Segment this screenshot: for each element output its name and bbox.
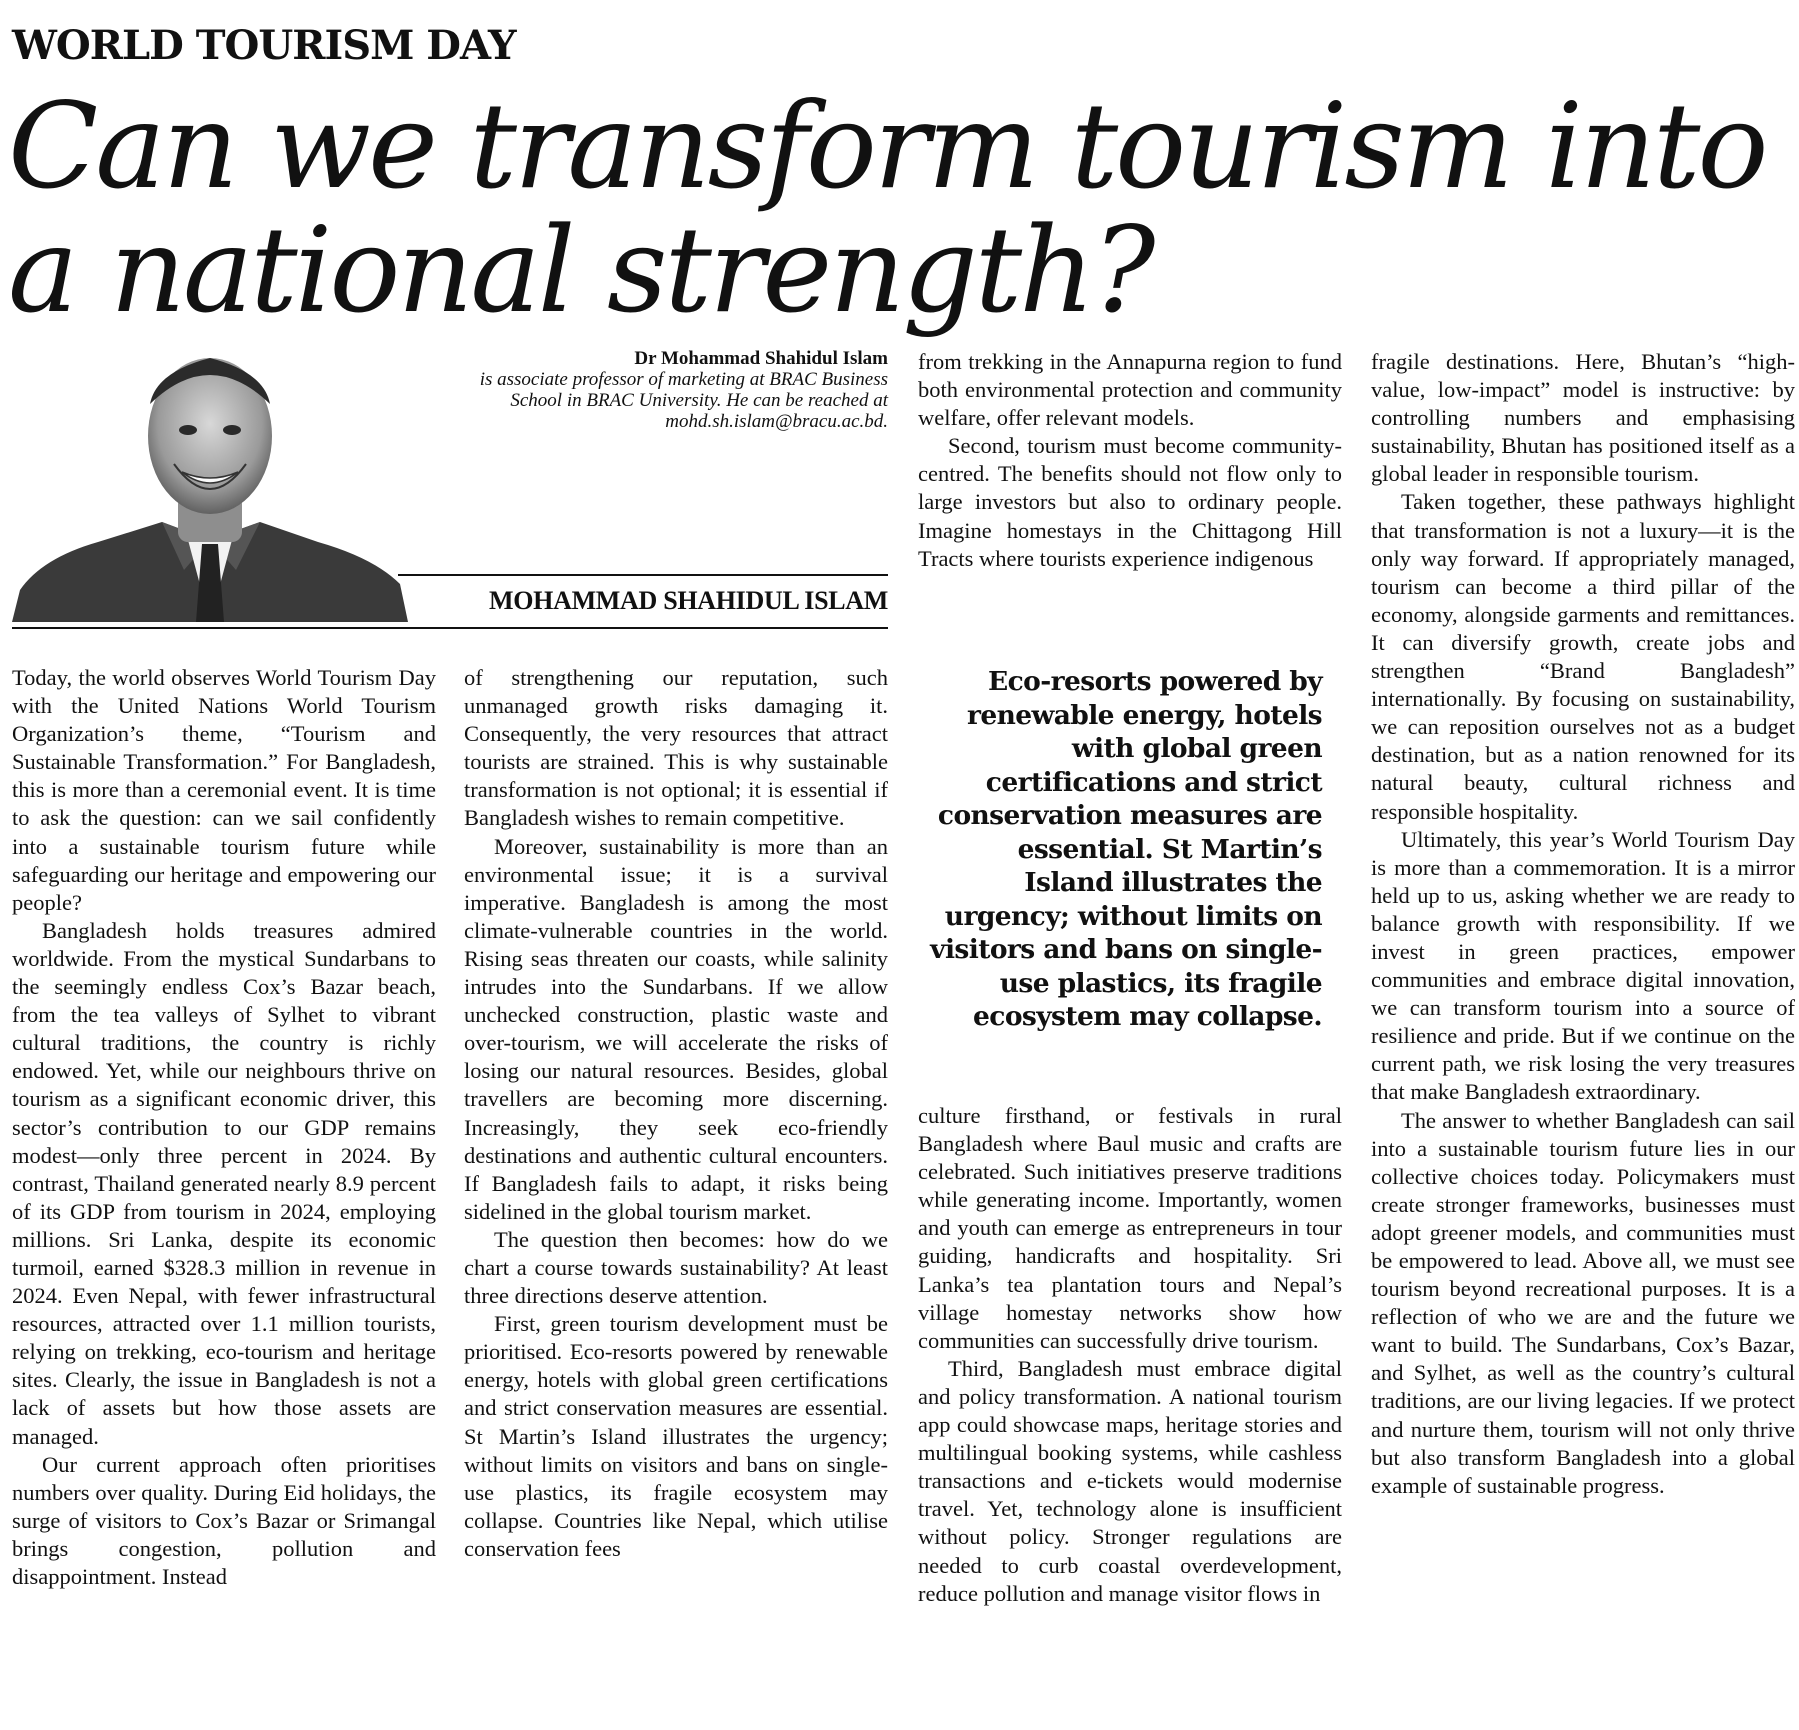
paragraph: Bangladesh holds treasures admired worldwide. From the mystical Sundarbans to the seemingly endless Cox’s Bazar beach, from the tea valleys of Sylhet to vibrant cultural traditions, the country is richly endowed. Yet, while our neighbours thrive on tourism as a significant economic driver, this sector’s contribution to our GDP remains modest—only three percent in 2024. By contrast, Thailand generated nearly 8.9 percent of its GDP from tourism in 2024, employing millions. Sri Lanka, despite its economic turmoil, earned $328.3 million in revenue in 2024. Even Nepal, with fewer infrastructural resources, attracted over 1.1 million tourists, relying on trekking, eco-tourism and heritage sites. Clearly, the issue in Bangladesh is not a lack of assets but how those assets are managed. <box>12 917 436 1449</box>
paragraph: fragile destinations. Here, Bhutan’s “high-value, low-impact” model is instructive: by controlling numbers and emphasising sustainability, Bhutan has positioned itself as a global leader in responsible tourism. <box>1371 349 1795 487</box>
headline-line-2: a national strength? <box>8 201 1153 339</box>
section-kicker: WORLD TOURISM DAY <box>12 22 516 69</box>
author-photo <box>12 344 432 622</box>
separator-rule <box>12 627 888 629</box>
article-column-3-bottom <box>918 1102 1342 1608</box>
article-column-3-top <box>918 348 1342 573</box>
paragraph: Ultimately, this year’s World Tourism Day is more than a commemoration. It is a mirror held up to us, asking whether we are ready to balance growth with responsibility. If we invest in green practices, empower communities and embrace digital innovation, we can transform tourism into a source of resilience and pride. But if we continue on the current path, we risk losing the very treasures that make Bangladesh extraordinary. <box>1371 826 1795 1105</box>
author-byline <box>470 348 888 432</box>
paragraph: The answer to whether Bangladesh can sail into a sustainable tourism future lies in our collective choices today. Policymakers must create stronger frameworks, businesses must adopt greener models, and communities must be empowered to lead. Above all, we must see tourism beyond recreational purposes. It is a reflection of who we are and the future we want to build. The Sundarbans, Cox’s Bazar, and Sylhet, as well as the country’s cultural traditions, are our living legacies. If we protect and nurture them, tourism will not only thrive but also transform Bangladesh into a global example of sustainable progress. <box>1371 1107 1795 1498</box>
article-column-2 <box>464 664 888 1563</box>
paragraph: Moreover, sustainability is more than an environmental issue; it is a survival imperative. Bangladesh is among the most climate-vulnerable countries in the world. Rising seas threaten our coasts, while salinity intrudes into the Sundarbans. If we allow unchecked construction, plastic waste and over-tourism, we will accelerate the risks of losing our natural resources. Besides, global travellers are becoming more discerning. Increasingly, they seek eco-friendly destinations and authentic cultural encounters. If Bangladesh fails to adapt, it risks being sidelined in the global tourism market. <box>464 833 888 1224</box>
author-bio: is associate professor of marketing at BRAC Business School in BRAC University. He can be reached at mohd.sh.islam@bracu.ac.bd. <box>479 369 888 432</box>
article-column-4 <box>1371 348 1795 1500</box>
author-name: Dr Mohammad Shahidul Islam <box>634 348 888 369</box>
author-label: MOHAMMAD SHAHIDUL ISLAM <box>489 586 888 615</box>
headline <box>8 77 1788 339</box>
headline-line-1: Can we transform tourism into <box>8 77 1766 215</box>
paragraph: from trekking in the Annapurna region to fund both environmental protection and community welfare, offer relevant models. <box>918 349 1342 431</box>
paragraph: culture firsthand, or festivals in rural Bangladesh where Baul music and crafts are celebrated. Such initiatives preserve traditions while generating income. Importantly, women and youth can emerge as entrepreneurs in tour guiding, handicrafts and hospitality. Sri Lanka’s tea plantation tours and Nepal’s village homestay networks show how communities can successfully drive tourism. <box>918 1103 1342 1353</box>
paragraph: of strengthening our reputation, such unmanaged growth risks damaging it. Consequently, the very resources that attract tourists are strained. This is why sustainable transformation is not optional; it is essential if Bangladesh wishes to remain competitive. <box>464 665 888 831</box>
paragraph: The question then becomes: how do we chart a course towards sustainability? At least three directions deserve attention. <box>464 1226 888 1309</box>
article-column-1 <box>12 664 436 1591</box>
pull-quote: Eco-resorts powered by renewable energy, hotels with global green certifications and strict conservation measures are essential. St Martin’s Island illustrates the urgency; without limits on visitors and bans on single-use plastics, its fragile ecosystem may collapse. <box>930 666 1322 1032</box>
author-rule <box>398 574 888 576</box>
paragraph: Second, tourism must become community-centred. The benefits should not flow only to large investors but also to ordinary people. Imagine homestays in the Chittagong Hill Tracts where tourists experience indigenous <box>918 433 1342 571</box>
paragraph: First, green tourism development must be prioritised. Eco-resorts powered by renewable energy, hotels with global green certifications and strict conservation measures are essential. St Martin’s Island illustrates the urgency; without limits on visitors and bans on single-use plastics, its fragile ecosystem may collapse. Countries like Nepal, which utilise conservation fees <box>464 1311 888 1561</box>
paragraph: Our current approach often prioritises numbers over quality. During Eid holidays, the surge of visitors to Cox’s Bazar or Srimangal brings congestion, pollution and disappointment. Instead <box>12 1451 436 1589</box>
paragraph: Third, Bangladesh must embrace digital and policy transformation. A national tourism app could showcase maps, heritage stories and multilingual booking systems, while cashless transactions and e-tickets would modernise travel. Yet, technology alone is insufficient without policy. Stronger regulations are needed to curb coastal overdevelopment, reduce pollution and manage visitor flows in <box>918 1355 1342 1606</box>
paragraph: Today, the world observes World Tourism Day with the United Nations World Tourism Organization’s theme, “Tourism and Sustainable Transformation.” For Bangladesh, this is more than a ceremonial event. It is time to ask the question: can we sail confidently into a sustainable tourism future while safeguarding our heritage and empowering our people? <box>12 665 436 915</box>
paragraph: Taken together, these pathways highlight that transformation is not a luxury—it is the only way forward. If appropriately managed, tourism can become a third pillar of the economy, alongside garments and remittances. It can diversify growth, create jobs and strengthen “Brand Bangladesh” internationally. By focusing on sustainability, we can reposition ourselves not as a budget destination, but as a nation renowned for its natural beauty, cultural richness and responsible hospitality. <box>1371 489 1795 824</box>
